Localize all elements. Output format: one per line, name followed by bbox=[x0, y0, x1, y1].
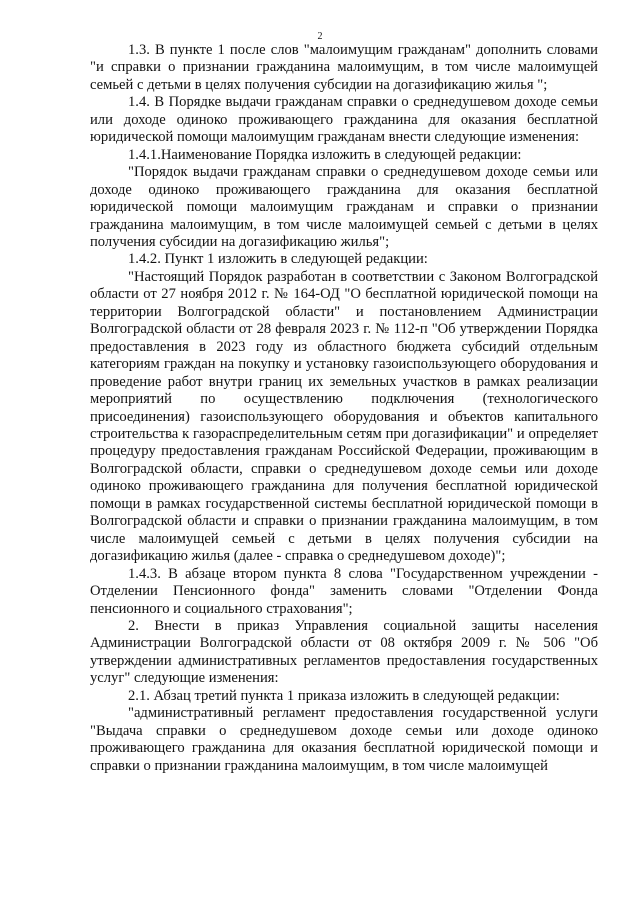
document-body bbox=[90, 42, 598, 775]
paragraph-2-1: 2.1. Абзац третий пункта 1 приказа изложить в следующей редакции: bbox=[128, 687, 560, 704]
paragraph-1-4-1: 1.4.1.Наименование Порядка изложить в следующей редакции: bbox=[128, 146, 522, 163]
paragraph-2: 2. Внести в приказ Управления социальной защиты населения Администрации Волгоградской области от 08 октября 2009 г. № 506 "Об утверждении административных регламентов предоставления государственных услуг" следующие изменения: bbox=[90, 617, 598, 687]
paragraph-1-4: 1.4. В Порядке выдачи гражданам справки о среднедушевом доходе семьи или доходе одиноко проживающего гражданина для оказания бесплатной юридической помощи малоимущим гражданам внести следующие изменения: bbox=[90, 94, 598, 146]
paragraph-1-3: 1.3. В пункте 1 после слов "малоимущим гражданам" дополнить словами "и справки о признании гражданина малоимущим, в том числе малоимущей семьей с детьми в целях получения субсидии на догазификацию жилья "; bbox=[90, 42, 598, 93]
page-number: 2 bbox=[317, 31, 323, 42]
paragraph-1-4-2-quote: "Настоящий Порядок разработан в соответствии с Законом Волгоградской области от 27 ноября 2012 г. № 164-ОД "О бесплатной юридической помощи на территории Волгоградской области" и постановлением Администрации Волгоградской области от 28 февраля 2023 г. № 112-п "Об утверждении Порядка предоставления в 2023 году из областного бюджета субсидий отдельным категориям граждан на покупку и установку газоиспользующего оборудования и проведение работ внутри границ их земельных участков в рамках реализации мероприятий по осуществлению подключения (технологического присоединения) газоиспользующего оборудования и объектов капитального строительства к газораспределительным сетям при догазификации" и определяет процедуру предоставления гражданам Российской Федерации, проживающим в Волгоградской области, справки о среднедушевом доходе семьи или доходе одиноко проживающего гражданина для получения бесплатной юридической помощи в рамках государственной системы бесплатной юридической помощи в Волгоградской области и справки о признании гражданина малоимущим, в том числе малоимущей семьей с детьми в целях получения субсидии на догазификацию жилья (далее - справка о среднедушевом доходе)"; bbox=[90, 268, 598, 565]
paragraph-1-4-3: 1.4.3. В абзаце втором пункта 8 слова "Государственном учреждении - Отделении Пенсионного фонда" заменить словами "Отделении Фонда пенсионного и социального страхования"; bbox=[90, 565, 598, 617]
paragraph-2-1-quote: "административный регламент предоставления государственной услуги "Выдача справки о среднедушевом доходе семьи или доходе одиноко проживающего гражданина для оказания бесплатной юридической помощи и справки о признании гражданина малоимущим, в том числе малоимущей bbox=[90, 705, 598, 774]
paragraph-1-4-1-quote: "Порядок выдачи гражданам справки о среднедушевом доходе семьи или доходе одиноко проживающего гражданина для оказания бесплатной юридической помощи малоимущим гражданам и справки о признании гражданина малоимущим, в том числе малоимущей семьей с детьми в целях получения субсидии на догазификацию жилья"; bbox=[90, 164, 598, 250]
paragraph-1-4-2: 1.4.2. Пункт 1 изложить в следующей редакции: bbox=[128, 251, 428, 268]
